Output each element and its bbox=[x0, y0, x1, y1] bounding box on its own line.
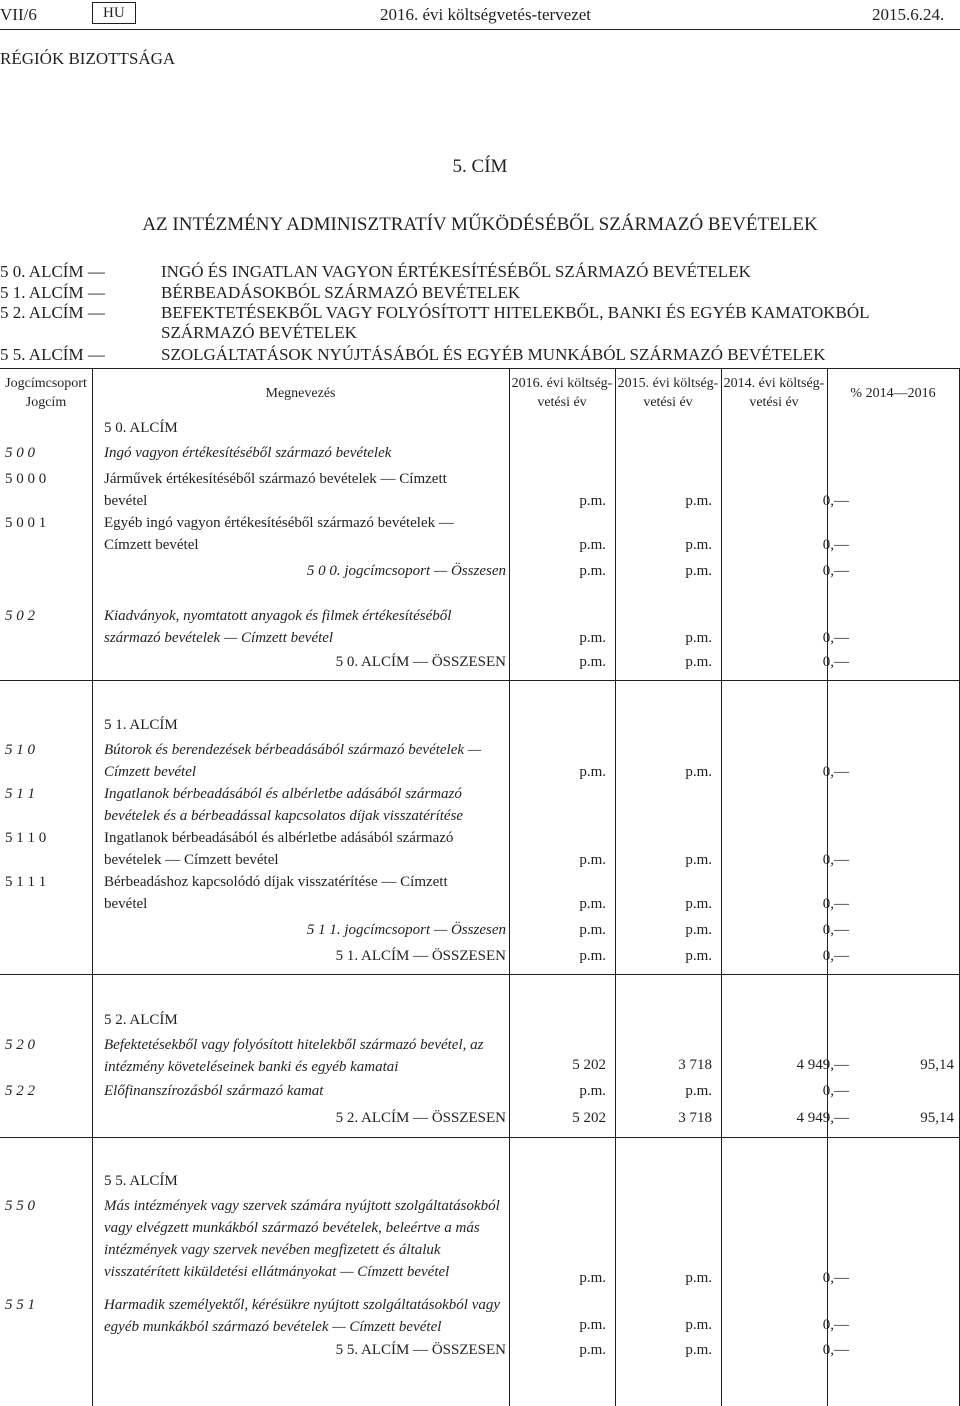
header-line: Jogcím bbox=[25, 395, 67, 410]
row-description: Más intézmények vagy szervek számára nyújtott szolgáltatásokból vagy elvégzett munkákból származó bevételek, beleértve a más intézmények vagy szervek nevében megfizetett és általuk visszatérített kiküldetési ellátmányokat — Címzett bevétel bbox=[104, 1198, 500, 1280]
row-description: Ingatlanok bérbeadásából és albérletbe adásából származó bevételek — Címzett bevétel bbox=[104, 830, 454, 868]
column-divider bbox=[615, 368, 616, 1406]
value-2016: p.m. bbox=[579, 948, 606, 964]
cim-label: 5. CÍM bbox=[452, 156, 508, 177]
value-2015: p.m. bbox=[685, 630, 712, 646]
header-line: 2016. évi költség- bbox=[511, 376, 613, 391]
value-2015: p.m. bbox=[685, 852, 712, 868]
value-2016: p.m. bbox=[579, 1083, 606, 1099]
value-2015: p.m. bbox=[685, 537, 712, 553]
value-2014: 4 949,— bbox=[796, 1057, 849, 1073]
section-total-label: 5 0. ALCÍM — ÖSSZESEN bbox=[335, 654, 506, 670]
row-code: 5 2 0 bbox=[5, 1037, 35, 1053]
row-description: Előfinanszírozásból származó kamat bbox=[104, 1083, 324, 1099]
subtitle-code: 5 5. ALCÍM — bbox=[0, 345, 105, 364]
section-divider bbox=[0, 1137, 960, 1138]
value-2016: p.m. bbox=[579, 654, 606, 670]
section-divider bbox=[0, 974, 960, 975]
subtitle-text-continued: SZÁRMAZÓ BEVÉTELEK bbox=[161, 323, 357, 342]
table-top-border bbox=[0, 368, 960, 369]
institution-name: RÉGIÓK BIZOTTSÁGA bbox=[0, 49, 176, 68]
column-header-2016 bbox=[509, 374, 615, 412]
value-2015: p.m. bbox=[685, 563, 712, 579]
value-2016: p.m. bbox=[579, 1270, 606, 1286]
row-description: Befektetésekből vagy folyósított hitelekből származó bevétel, az intézmény követeléseinek banki és egyéb kamatai bbox=[104, 1037, 484, 1075]
column-header-megnevezes: Megnevezés bbox=[265, 386, 336, 401]
value-2014: 0,— bbox=[822, 896, 849, 912]
subtitle-code: 5 1. ALCÍM — bbox=[0, 283, 105, 302]
column-header-jogcim bbox=[0, 374, 92, 412]
row-code: 5 1 1 1 bbox=[5, 874, 47, 890]
value-2016: p.m. bbox=[579, 537, 606, 553]
language-badge: HU bbox=[92, 2, 136, 24]
section-label: 5 5. ALCÍM bbox=[104, 1173, 178, 1189]
section-divider bbox=[0, 680, 960, 681]
value-2015: p.m. bbox=[685, 948, 712, 964]
value-2014: 0,— bbox=[822, 1317, 849, 1333]
header-line: vetési év bbox=[749, 395, 799, 410]
section-label: 5 2. ALCÍM bbox=[104, 1012, 178, 1028]
value-percent: 95,14 bbox=[920, 1057, 954, 1073]
value-2014: 0,— bbox=[822, 630, 849, 646]
value-2015: p.m. bbox=[685, 493, 712, 509]
row-description: Kiadványok, nyomtatott anyagok és filmek értékesítéséből származó bevételek — Címzett bevétel bbox=[104, 608, 452, 646]
section-total-label: 5 1. ALCÍM — ÖSSZESEN bbox=[335, 948, 506, 964]
subtotal-label: 5 0 0. jogcímcsoport — Összesen bbox=[306, 563, 506, 579]
value-2014: 0,— bbox=[822, 493, 849, 509]
value-2015: p.m. bbox=[685, 896, 712, 912]
column-divider bbox=[509, 368, 510, 1406]
subtitle-text: BÉRBEADÁSOKBÓL SZÁRMAZÓ BEVÉTELEK bbox=[161, 283, 521, 302]
row-code: 5 0 0 0 bbox=[5, 471, 47, 487]
header-line: 2014. évi költség- bbox=[723, 376, 825, 391]
value-2016: p.m. bbox=[579, 1342, 606, 1358]
value-2015: p.m. bbox=[685, 1342, 712, 1358]
header-line: 2015. évi költség- bbox=[617, 376, 719, 391]
row-description: Harmadik személyektől, kérésükre nyújtott szolgáltatásokból vagy egyéb munkákból származó bevételek — Címzett bevétel bbox=[104, 1297, 501, 1335]
header-line: Jogcímcsoport bbox=[5, 376, 87, 391]
row-code: 5 2 2 bbox=[5, 1083, 35, 1099]
row-description: Bérbeadáshoz kapcsolódó díjak visszatérítése — Címzett bevétel bbox=[104, 874, 448, 912]
subtitle-text: SZOLGÁLTATÁSOK NYÚJTÁSÁBÓL ÉS EGYÉB MUNKÁBÓL SZÁRMAZÓ BEVÉTELEK bbox=[161, 345, 826, 364]
value-2016: p.m. bbox=[579, 922, 606, 938]
row-description: Ingatlanok bérbeadásából és albérletbe adásából származó bevételek és a bérbeadással kapcsolatos díjak visszatérítése bbox=[104, 786, 464, 824]
value-2016: p.m. bbox=[579, 563, 606, 579]
section-total-label: 5 5. ALCÍM — ÖSSZESEN bbox=[335, 1342, 506, 1358]
value-2015: p.m. bbox=[685, 922, 712, 938]
value-2016: 5 202 bbox=[572, 1110, 606, 1126]
page-heading: AZ INTÉZMÉNY ADMINISZTRATÍV MŰKÖDÉSÉBŐL SZÁRMAZÓ BEVÉTELEK bbox=[142, 214, 818, 235]
value-2014: 0,— bbox=[822, 654, 849, 670]
value-2014: 0,— bbox=[822, 563, 849, 579]
value-2015: p.m. bbox=[685, 1317, 712, 1333]
value-2014: 0,— bbox=[822, 1270, 849, 1286]
column-divider bbox=[721, 368, 722, 1406]
header-divider bbox=[0, 29, 960, 30]
document-title: 2016. évi költségvetés-tervezet bbox=[380, 5, 592, 24]
section-total-label: 5 2. ALCÍM — ÖSSZESEN bbox=[335, 1110, 506, 1126]
column-header-2015 bbox=[615, 374, 721, 412]
value-2014: 0,— bbox=[822, 922, 849, 938]
value-2016: p.m. bbox=[579, 630, 606, 646]
value-2016: p.m. bbox=[579, 764, 606, 780]
value-2015: 3 718 bbox=[678, 1057, 712, 1073]
subtotal-label: 5 1 1. jogcímcsoport — Összesen bbox=[306, 922, 506, 938]
document-date: 2015.6.24. bbox=[872, 5, 945, 24]
subtitle-text: INGÓ ÉS INGATLAN VAGYON ÉRTÉKESÍTÉSÉBŐL SZÁRMAZÓ BEVÉTELEK bbox=[161, 262, 751, 281]
page-reference: VII/6 bbox=[0, 5, 37, 24]
row-code: 5 5 0 bbox=[5, 1198, 35, 1214]
value-2015: p.m. bbox=[685, 764, 712, 780]
value-2015: 3 718 bbox=[678, 1110, 712, 1126]
value-2014: 0,— bbox=[822, 852, 849, 868]
row-code: 5 1 1 0 bbox=[5, 830, 47, 846]
subtitle-code: 5 0. ALCÍM — bbox=[0, 262, 105, 281]
row-code: 5 0 0 1 bbox=[5, 515, 47, 531]
row-code: 5 0 2 bbox=[5, 608, 35, 624]
subtitle-code: 5 2. ALCÍM — bbox=[0, 303, 105, 322]
value-2014: 0,— bbox=[822, 537, 849, 553]
section-label: 5 1. ALCÍM bbox=[104, 717, 178, 733]
section-label: 5 0. ALCÍM bbox=[104, 420, 178, 436]
value-2014: 0,— bbox=[822, 764, 849, 780]
row-description: Ingó vagyon értékesítéséből származó bevételek bbox=[104, 445, 392, 461]
value-2015: p.m. bbox=[685, 654, 712, 670]
value-2014: 4 949,— bbox=[796, 1110, 849, 1126]
value-percent: 95,14 bbox=[920, 1110, 954, 1126]
value-2016: p.m. bbox=[579, 896, 606, 912]
value-2016: 5 202 bbox=[572, 1057, 606, 1073]
row-description: Járművek értékesítéséből származó bevételek — Címzett bevétel bbox=[104, 471, 447, 509]
row-code: 5 0 0 bbox=[5, 445, 35, 461]
value-2014: 0,— bbox=[822, 948, 849, 964]
row-description: Egyéb ingó vagyon értékesítéséből származó bevételek — Címzett bevétel bbox=[104, 515, 454, 553]
column-divider bbox=[827, 368, 828, 1406]
value-2016: p.m. bbox=[579, 493, 606, 509]
value-2014: 0,— bbox=[822, 1342, 849, 1358]
value-2015: p.m. bbox=[685, 1270, 712, 1286]
row-description: Bútorok és berendezések bérbeadásából származó bevételek — Címzett bevétel bbox=[104, 742, 482, 780]
row-code: 5 1 1 bbox=[5, 786, 35, 802]
value-2014: 0,— bbox=[822, 1083, 849, 1099]
value-2015: p.m. bbox=[685, 1083, 712, 1099]
header-line: vetési év bbox=[643, 395, 693, 410]
row-code: 5 5 1 bbox=[5, 1297, 35, 1313]
column-header-2014 bbox=[721, 374, 827, 412]
value-2016: p.m. bbox=[579, 1317, 606, 1333]
subtitle-text: BEFEKTETÉSEKBŐL VAGY FOLYÓSÍTOTT HITELEKBŐL, BANKI ÉS EGYÉB KAMATOKBÓL bbox=[161, 303, 870, 322]
column-header-percent: % 2014—2016 bbox=[850, 386, 936, 401]
header-line: vetési év bbox=[537, 395, 587, 410]
value-2016: p.m. bbox=[579, 852, 606, 868]
column-divider bbox=[92, 368, 93, 1406]
row-code: 5 1 0 bbox=[5, 742, 35, 758]
